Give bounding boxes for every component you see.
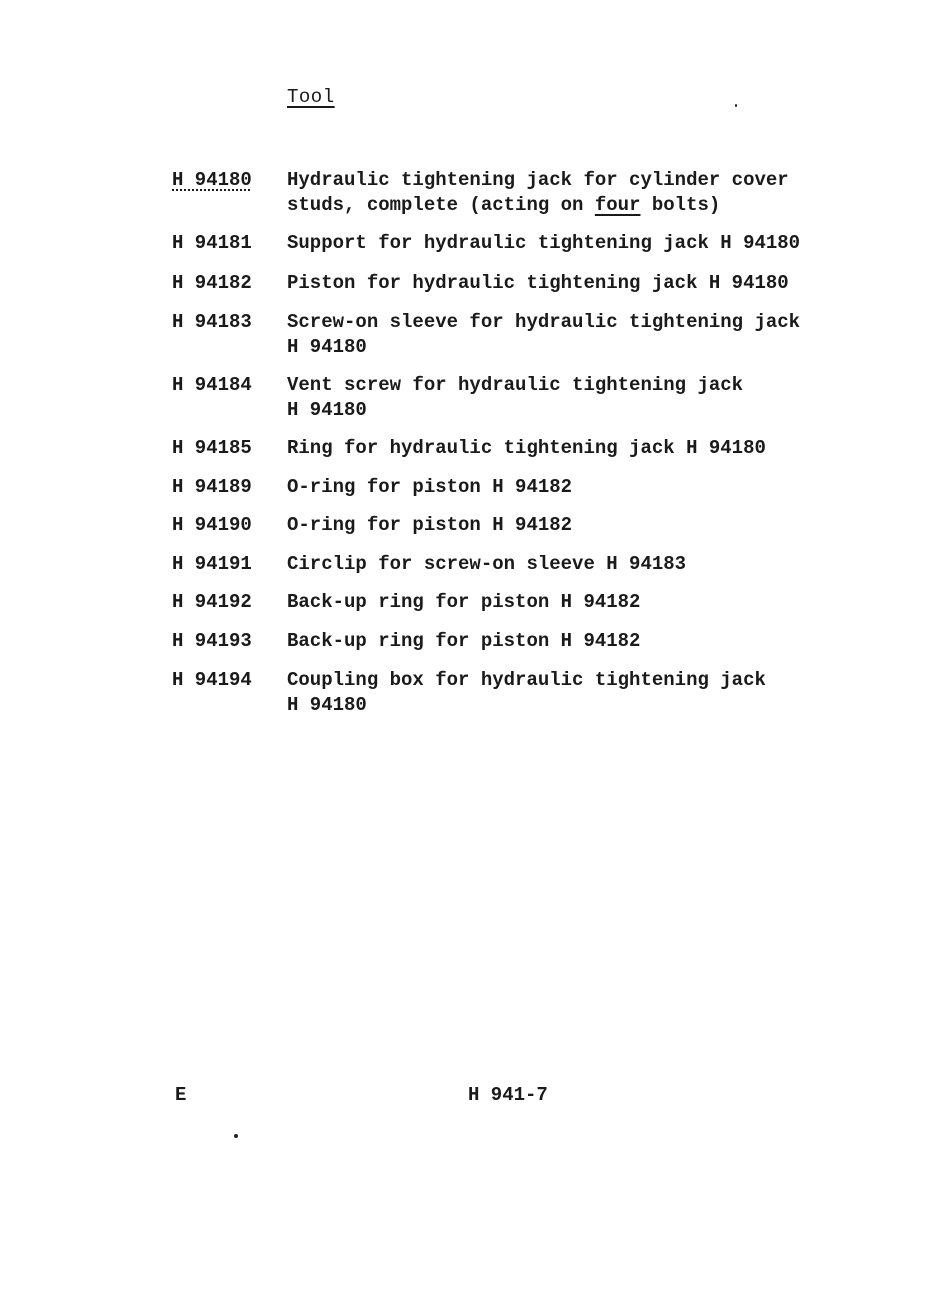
tool-row [172,552,892,577]
tool-code: H 94181 [172,232,252,254]
tool-code: H 94191 [172,553,252,575]
tool-description: O-ring for piston H 94182 [287,514,573,536]
tool-description-line-2a: studs, complete (acting on [287,194,595,216]
tool-description-line-1: Hydraulic tightening jack for cylinder cover [287,169,789,191]
tool-row [172,231,892,256]
tool-description-emphasis: four [594,194,641,216]
tool-code: H 94189 [172,476,252,498]
tool-description-line-1: Screw-on sleeve for hydraulic tightening jack [287,311,801,333]
tool-row [172,373,892,423]
tool-description: Back-up ring for piston H 94182 [287,630,641,652]
tool-description [287,668,892,718]
tool-code: H 94183 [172,311,252,333]
tool-code: H 94194 [172,669,252,691]
tool-description: Back-up ring for piston H 94182 [287,591,641,613]
tool-code: H 94192 [172,591,252,613]
tool-code: H 94184 [172,374,252,396]
tool-description [287,310,892,360]
tool-list [172,168,892,718]
tool-row [172,629,892,654]
tool-row [172,668,892,718]
tool-row [172,271,892,296]
footer-page-reference: H 941-7 [468,1084,548,1106]
tool-description-line-2: H 94180 [287,336,367,358]
scan-speck [234,1134,238,1138]
tool-description-line-1: Vent screw for hydraulic tightening jack [287,374,744,396]
tool-description-line-2b: bolts) [640,194,721,216]
tool-code: H 94193 [172,630,252,652]
tool-description-line-2: H 94180 [287,399,367,421]
tool-row [172,168,892,218]
tool-description [287,168,892,218]
tool-row [172,310,892,360]
page-heading: Tool [287,86,335,108]
tool-row [172,513,892,538]
tool-description: Ring for hydraulic tightening jack H 94180 [287,437,766,459]
tool-row [172,475,892,500]
tool-description: O-ring for piston H 94182 [287,476,573,498]
tool-description: Piston for hydraulic tightening jack H 94180 [287,272,789,294]
tool-row [172,590,892,615]
tool-code: H 94180 [172,169,252,191]
tool-row [172,436,892,461]
tool-description: Support for hydraulic tightening jack H 94180 [287,232,801,254]
tool-description [287,373,892,423]
tool-code: H 94185 [172,437,252,459]
footer-language-code: E [175,1084,187,1106]
tool-description-line-1: Coupling box for hydraulic tightening jack [287,669,766,691]
tool-description: Circlip for screw-on sleeve H 94183 [287,553,687,575]
scan-speck [735,104,737,107]
tool-code: H 94182 [172,272,252,294]
tool-description-line-2: H 94180 [287,694,367,716]
tool-code: H 94190 [172,514,252,536]
